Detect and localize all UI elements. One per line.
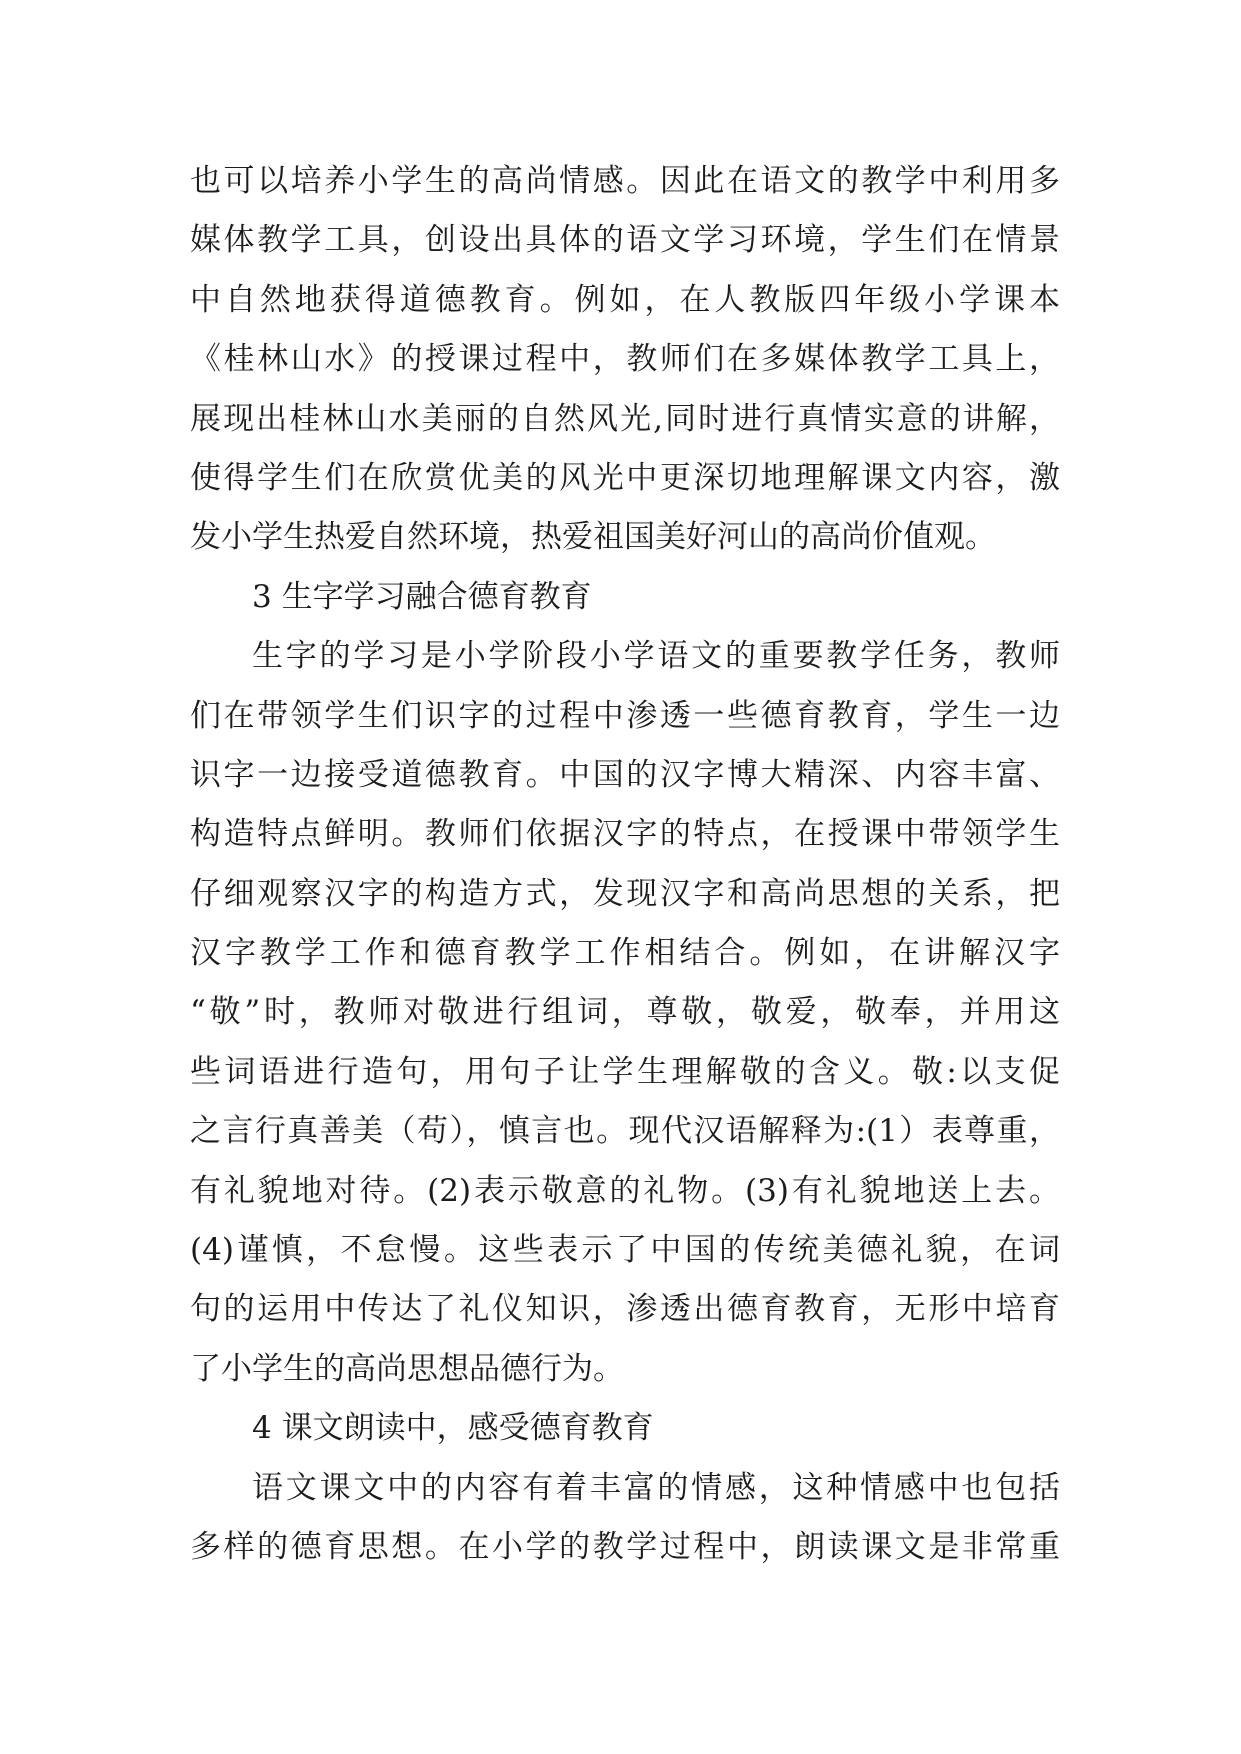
text-line: 《桂林山水》的授课过程中，教师们在多媒体教学工具上， [190,341,1060,378]
text-line: 中自然地获得道德教育。例如，在人教版四年级小学课本 [190,281,1060,318]
text-line: 也可以培养小学生的高尚情感。因此在语文的教学中利用多 [190,163,1060,199]
section-heading: 3 生字学习融合德育教育 [252,578,592,615]
text-line: 汉字教学工作和德育教学工作相结合。例如，在讲解汉字 [190,935,1060,972]
text-line: 了小学生的高尚思想品德行为。 [190,1350,624,1387]
text-line: 仔细观察汉字的构造方式，发现汉字和高尚思想的关系，把 [190,875,1060,912]
text-line: 些词语进行造句，用句子让学生理解敬的含义。敬:以支促 [190,1053,1060,1090]
text-line: 媒体教学工具，创设出具体的语文学习环境，学生们在情景 [190,222,1060,259]
text-line: 有礼貌地对待。(2)表示敬意的礼物。(3)有礼貌地送上去。 [190,1172,1060,1209]
text-line: 句的运用中传达了礼仪知识，渗透出德育教育，无形中培育 [190,1291,1060,1328]
text-line: 语文课文中的内容有着丰富的情感，这种情感中也包括 [252,1469,1060,1506]
text-line: 们在带领学生们识字的过程中渗透一些德育教育，学生一边 [190,697,1060,734]
text-line: 构造特点鲜明。教师们依据汉字的特点，在授课中带领学生 [190,816,1060,853]
text-line: 发小学生热爱自然环境，热爱祖国美好河山的高尚价值观。 [190,519,996,556]
text-line: 生字的学习是小学阶段小学语文的重要教学任务，教师 [252,638,1060,675]
text-line: 展现出桂林山水美丽的自然风光,同时进行真情实意的讲解， [190,400,1060,437]
section-heading: 4 课文朗读中，感受德育教育 [252,1410,654,1447]
text-line: 之言行真善美（苟），慎言也。现代汉语解释为:(1）表尊重， [190,1113,1060,1150]
text-line: 使得学生们在欣赏优美的风光中更深切地理解课文内容，激 [190,459,1060,496]
text-line: 识字一边接受道德教育。中国的汉字博大精深、内容丰富、 [190,756,1060,793]
text-line: 多样的德育思想。在小学的教学过程中，朗读课文是非常重 [190,1528,1060,1565]
text-line: (4)谨慎，不怠慢。这些表示了中国的传统美德礼貌，在词 [190,1232,1060,1269]
body-text [190,152,1060,1577]
text-line: “敬”时，教师对敬进行组词，尊敬，敬爱，敬奉，并用这 [190,994,1060,1031]
